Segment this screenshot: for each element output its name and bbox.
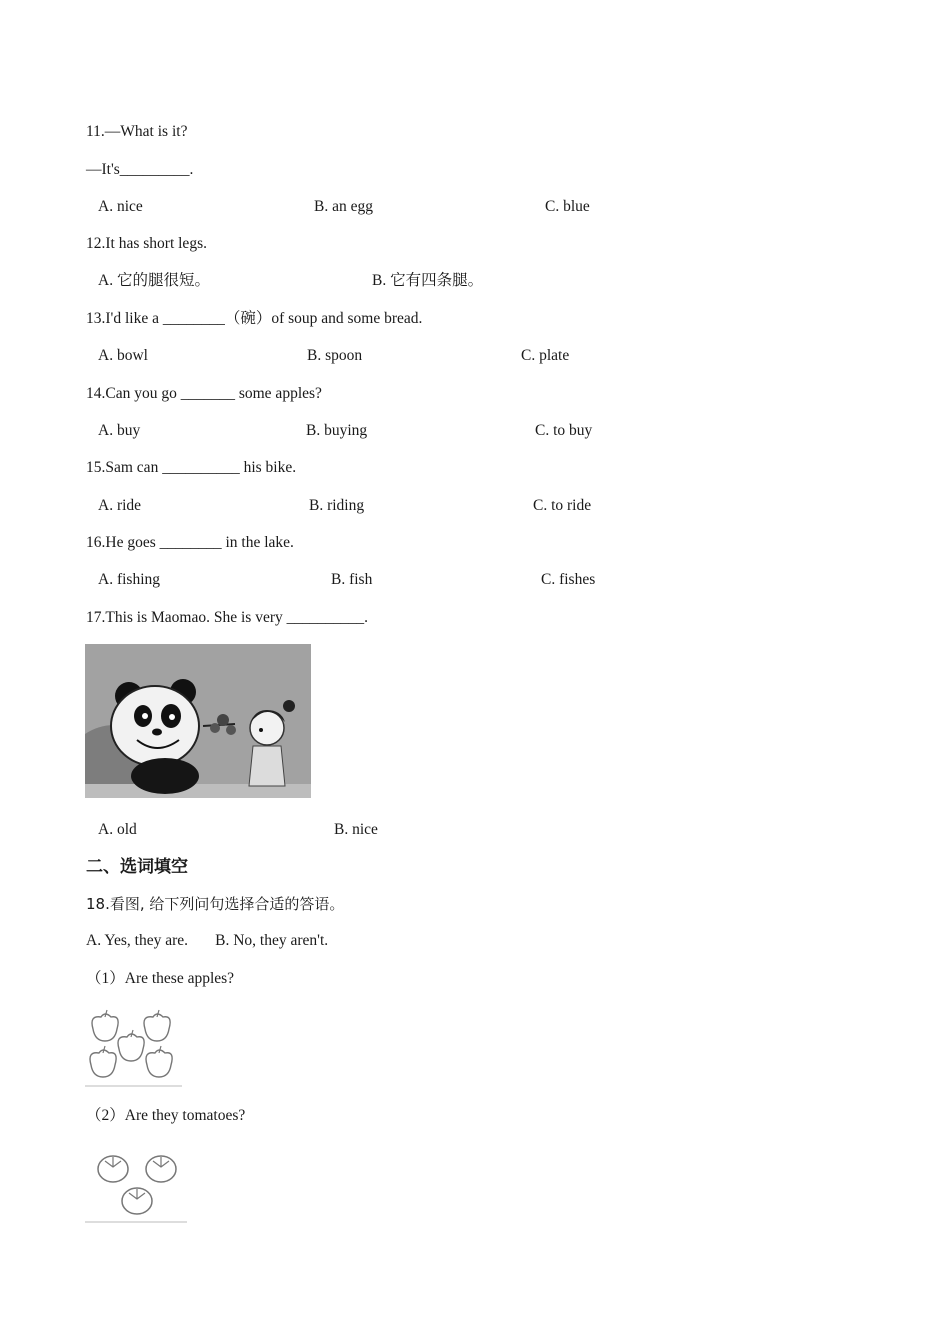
q13-option-c: C. plate bbox=[521, 347, 570, 364]
section-heading: 二、选词填空 bbox=[86, 857, 188, 877]
q15-option-a: A. ride bbox=[98, 497, 142, 514]
q14-stem: 14.Can you go _______ some apples? bbox=[86, 385, 322, 402]
q18-sub2: （2）Are they tomatoes? bbox=[86, 1107, 246, 1124]
q11-stem-answer: —It's_________. bbox=[86, 161, 194, 178]
q17-option-a: A. old bbox=[98, 821, 137, 838]
q13-option-b: B. spoon bbox=[307, 347, 363, 364]
q18-choices: A. Yes, they are. B. No, they aren't. bbox=[86, 932, 329, 949]
q11-option-c: C. blue bbox=[545, 198, 590, 215]
q14-option-b: B. buying bbox=[306, 422, 368, 439]
q12-stem: 12.It has short legs. bbox=[86, 235, 207, 252]
q17-option-b: B. nice bbox=[334, 821, 378, 838]
q14-option-c: C. to buy bbox=[535, 422, 593, 439]
q11-option-b: B. an egg bbox=[314, 198, 373, 215]
q16-option-b: B. fish bbox=[331, 571, 373, 588]
q16-option-c: C. fishes bbox=[541, 571, 596, 588]
tomatoes-picture bbox=[85, 1143, 187, 1223]
q16-stem: 16.He goes ________ in the lake. bbox=[86, 534, 294, 551]
q18-sub1: （1）Are these apples? bbox=[86, 970, 235, 987]
q14-option-a: A. buy bbox=[98, 422, 141, 439]
apples-picture bbox=[85, 1007, 182, 1087]
q12-option-b: B. 它有四条腿。 bbox=[372, 272, 484, 289]
q15-option-b: B. riding bbox=[309, 497, 365, 514]
q15-option-c: C. to ride bbox=[533, 497, 592, 514]
q15-stem: 15.Sam can __________ his bike. bbox=[86, 459, 297, 476]
q13-stem: 13.I'd like a ________（碗）of soup and some bread. bbox=[86, 310, 423, 327]
panda-girl-picture bbox=[85, 644, 311, 798]
q12-option-a: A. 它的腿很短。 bbox=[98, 272, 210, 289]
q16-option-a: A. fishing bbox=[98, 571, 160, 588]
q18-stem: 18.看图, 给下列问句选择合适的答语。 bbox=[86, 895, 345, 913]
q13-option-a: A. bowl bbox=[98, 347, 148, 364]
q11-option-a: A. nice bbox=[98, 198, 143, 215]
q17-stem: 17.This is Maomao. She is very __________. bbox=[86, 609, 368, 626]
q11-stem: 11.—What is it? bbox=[86, 123, 188, 140]
